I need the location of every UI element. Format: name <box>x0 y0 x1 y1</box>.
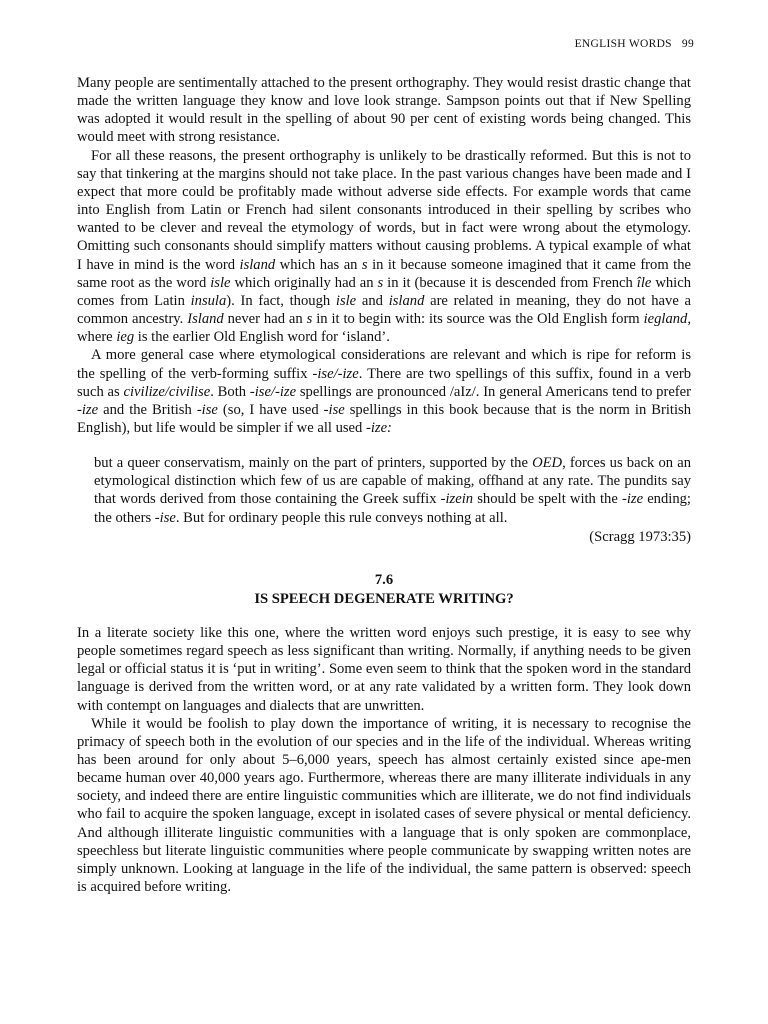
italic-run: -ize: <box>365 419 392 436</box>
text-run: which originally had an <box>230 274 378 291</box>
section-heading <box>77 571 691 609</box>
text-run: spellings in this book because that is the norm in British English), but life would be simpler if we all used <box>77 401 692 436</box>
text-run: . There are two spellings of this suffix, found in a verb such as <box>77 365 691 400</box>
text-run: should be spelt with the <box>473 491 622 508</box>
italic-run: -ise <box>154 509 176 526</box>
text-run: spellings are pronounced /aIz/. In general Americans tend to prefer <box>296 383 691 400</box>
text-run: are related in meaning, they do not have a common ancestry. <box>77 292 691 328</box>
paragraph <box>77 147 691 347</box>
italic-run: île <box>636 274 652 291</box>
text-run: In a literate society like this one, where the written word enjoys such prestige, it is easy to see why people sometimes regard speech as less significant than writing. Normally, if anything needs to be given legal or official status it is ‘put in writing’. Some even seem to think that the spoken word in the standard language is derived from the written word, or at any rate validated by a written form. They look down with contempt on languages and dialects that are unwritten. <box>77 624 691 714</box>
text-run: A more general case where etymological considerations are relevant and which is ripe for reform is the spelling of the verb-forming suffix <box>77 347 691 382</box>
quote-citation: (Scragg 1973:35) <box>589 528 691 545</box>
italic-run: s <box>377 274 384 291</box>
text-run: where <box>77 329 117 346</box>
italic-run: s <box>306 311 313 328</box>
text-run: forces us back on an etymological distinction which few of us are capable of making, offhand at any rate. The pundits say that words derived from those containing the Greek suffix <box>94 455 691 508</box>
page-number: 99 <box>681 38 694 50</box>
quote-text <box>94 454 691 527</box>
italic-run: iegland, <box>643 311 691 328</box>
body-text <box>77 74 691 896</box>
italic-run: island <box>239 256 276 273</box>
text-run: is the earlier Old English word for ‘island’. <box>134 329 390 346</box>
running-head-title: ENGLISH WORDS <box>574 38 672 50</box>
italic-run: ieg <box>116 329 135 346</box>
italic-run: isle <box>335 292 357 309</box>
italic-run: -ise/-ize <box>312 365 359 382</box>
text-run: in it to begin with: its source was the Old English form <box>312 311 644 328</box>
text-run: ending; the others <box>94 491 691 526</box>
text-run: in it (because it is descended from French <box>383 274 637 291</box>
italic-run: OED, <box>532 455 566 472</box>
text-run: For all these reasons, the present orthography is unlikely to be drastically reformed. But this is not to say that tinkering at the margins should not take place. In the past various changes have been made and I expect that more could be profitably made without adverse side effects. For example words that came into English from Latin or French had silent consonants introduced in their spelling by scribes who wanted to be clever and reveal the etymology of words, but in fact were wrong about the etymology. Omitting such consonants should simplify matters without causing problems. A typical example of what I have in mind is the word <box>77 147 691 273</box>
section-number: 7.6 <box>374 571 394 588</box>
text-run: and <box>356 292 389 309</box>
italic-run: island <box>388 292 425 309</box>
running-head <box>575 38 694 50</box>
italic-run: -ise <box>323 401 345 418</box>
text-run: in it because someone imagined that it came from the same root as the word <box>77 256 691 291</box>
text-run: never had an <box>223 311 307 328</box>
text-run: which comes from Latin <box>77 274 692 309</box>
text-run: While it would be foolish to play down the importance of writing, it is necessary to recognise the primacy of speech both in the evolution of our species and in the life of the individual. Whereas writing has been around for only about 5–6,000 years, speech has almost certainly existed since ape-men became human over 40,000 years ago. Furthermore, whereas there are many illiterate individuals in any society, and indeed there are entire linguistic communities which are illiterate, we do not find individuals who fail to acquire the spoken language, except in isolated cases of severe physical or mental deficiency. And although illiterate linguistic communities with a language that is only spoken are commonplace, speechless but literate linguistic communities where people communicate by swapping written notes are simply unknown. Looking at language in the life of the individual, the same pattern is observed: speech is acquired before writing. <box>77 715 691 896</box>
italic-run: civilize/civilise <box>123 383 211 400</box>
italic-run: insula <box>190 292 227 309</box>
italic-run: s <box>361 256 368 273</box>
italic-run: isle <box>210 274 231 291</box>
italic-run: -izein <box>440 491 474 508</box>
italic-run: -ise/-ize <box>249 383 297 400</box>
block-quote <box>94 454 691 546</box>
paragraph <box>77 74 691 147</box>
italic-run: Island <box>187 311 224 328</box>
text-run: Many people are sentimentally attached to the present orthography. They would resist drastic change that made the written language they know and love look strange. Sampson points out that if New Spelling was adopted it would result in the spelling of about 90 per cent of existing words being changed. This would meet with strong resistance. <box>77 75 691 146</box>
paragraph <box>77 715 691 897</box>
paragraph <box>77 624 691 715</box>
text-run: which has an <box>275 256 362 273</box>
italic-run: -ize <box>621 491 644 508</box>
italic-run: -ize <box>77 401 99 418</box>
paragraph <box>77 346 691 437</box>
text-run: (so, I have used <box>217 401 324 418</box>
text-run: and the British <box>98 401 197 418</box>
text-run: but a queer conservatism, mainly on the part of printers, supported by the <box>94 455 533 472</box>
section-title: IS SPEECH DEGENERATE WRITING? <box>254 590 514 607</box>
text-run: . Both <box>210 383 250 400</box>
italic-run: -ise <box>196 401 218 418</box>
text-run: ). In fact, though <box>226 292 336 309</box>
text-run: . But for ordinary people this rule conveys nothing at all. <box>175 509 508 526</box>
